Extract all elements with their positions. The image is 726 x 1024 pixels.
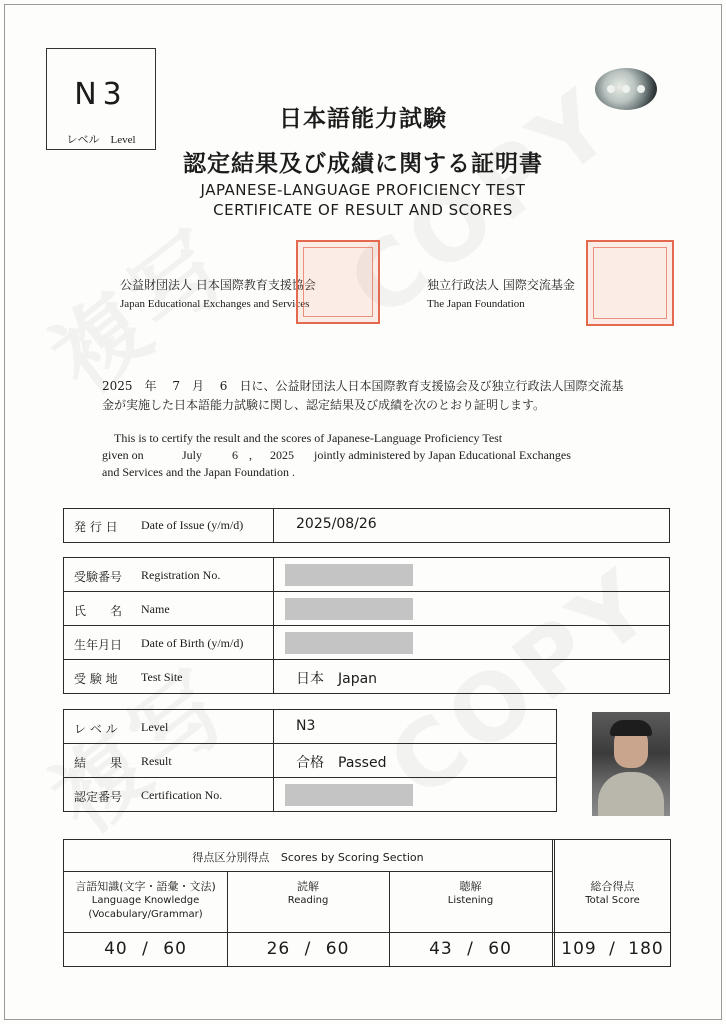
- score-listening: [389, 939, 552, 959]
- seal-stamp-icon: [296, 240, 380, 324]
- statement-given-on: given on: [102, 448, 144, 462]
- section-total-en: Total Score: [585, 895, 640, 906]
- section-language-ja: 言語知識(文字・語彙・文法): [75, 880, 216, 893]
- scores-header-en: Scores by Scoring Section: [280, 851, 424, 864]
- score-max: 60: [325, 939, 350, 959]
- certification-label-ja: 認定番号: [74, 790, 123, 804]
- photo-hair: [610, 720, 652, 736]
- statement-month: July: [182, 448, 203, 462]
- scores-header-ja: 得点区分別得点: [192, 851, 270, 864]
- score-max: 180: [628, 939, 664, 959]
- birth-label-en: Date of Birth (y/m/d): [141, 636, 244, 650]
- scores-header: [64, 849, 552, 865]
- issuer-right-en: The Japan Foundation: [427, 298, 525, 310]
- section-listening: [389, 880, 552, 908]
- seal-stamp-inner: [303, 247, 373, 317]
- registration-value-redacted: [285, 564, 413, 586]
- test-site-value: 日本 Japan: [296, 671, 378, 687]
- statement-jointly: jointly administered by Japan Educational Exchanges: [314, 448, 571, 462]
- statement-comma: ,: [249, 448, 252, 462]
- birth-label-ja: 生年月日: [74, 638, 123, 652]
- hologram-dot-icon: [637, 85, 645, 93]
- score-value: 40: [104, 939, 128, 959]
- result-value: 合格 Passed: [296, 755, 387, 771]
- test-site-label-ja: 受 験 地: [74, 672, 118, 686]
- title-en: [0, 180, 726, 220]
- score-value: 109: [561, 939, 597, 959]
- level-label-ja: レ ベ ル: [74, 722, 118, 736]
- section-total: [555, 880, 670, 908]
- issuer-right: [427, 276, 575, 310]
- title-en-line2: CERTIFICATE OF RESULT AND SCORES: [213, 201, 513, 219]
- issuer-left-en: Japan Educational Exchanges and Services: [120, 298, 310, 310]
- birth-value-redacted: [285, 632, 413, 654]
- score-reading: [227, 939, 389, 959]
- result-label-ja: 結 果: [74, 756, 123, 770]
- statement-ja-line1: 2025 年 7 月 6 日に、公益財団法人日本国際教育支援協会及び独立行政法人国際交流基: [102, 379, 624, 393]
- section-language-en2: (Vocabulary/Grammar): [88, 909, 203, 920]
- level-box-value: N3: [74, 77, 128, 112]
- statement-day: 6: [232, 448, 238, 462]
- result-label-en: Result: [141, 754, 172, 768]
- title-ja-line1: 日本語能力試験: [279, 105, 447, 132]
- title-en-line1: JAPANESE-LANGUAGE PROFICIENCY TEST: [200, 181, 526, 199]
- certification-label-en: Certification No.: [141, 788, 223, 802]
- section-language-knowledge: [64, 880, 227, 922]
- candidate-photo: [592, 712, 670, 816]
- issue-date-value: 2025/08/26: [296, 516, 377, 532]
- section-reading-en: Reading: [287, 895, 329, 906]
- section-language-en1: Language Knowledge: [91, 895, 200, 906]
- result-table: [63, 709, 557, 812]
- personal-info-table: [63, 557, 670, 694]
- statement-ja: [102, 377, 642, 415]
- seal-stamp-icon: [586, 240, 674, 326]
- issuer-left: [120, 276, 316, 310]
- statement-en-line2: [102, 447, 662, 464]
- score-value: 43: [429, 939, 453, 959]
- name-value-redacted: [285, 598, 413, 620]
- hologram-dot-icon: [622, 85, 630, 93]
- seal-stamp-inner: [593, 247, 667, 319]
- section-reading: [227, 880, 389, 908]
- issuer-right-ja: 独立行政法人 国際交流基金: [427, 278, 575, 292]
- statement-en-line1: This is to certify the result and the scores of Japanese-Language Proficiency Test: [114, 431, 503, 445]
- level-value: N3: [296, 718, 316, 734]
- registration-label-ja: 受験番号: [74, 570, 123, 584]
- scores-table: [63, 839, 671, 967]
- name-label-en: Name: [141, 602, 170, 616]
- section-listening-ja: 聴解: [459, 880, 482, 893]
- level-box-label: レベル Level: [66, 134, 136, 146]
- section-total-ja: 総合得点: [590, 880, 635, 893]
- issue-date-row: [63, 508, 670, 543]
- registration-label-en: Registration No.: [141, 568, 221, 582]
- test-site-label-en: Test Site: [141, 670, 183, 684]
- certification-value-redacted: [285, 784, 413, 806]
- statement-en: [102, 430, 662, 481]
- score-value: 26: [266, 939, 291, 959]
- score-max: 60: [488, 939, 512, 959]
- title-ja: [0, 100, 726, 178]
- statement-year: 2025: [270, 448, 294, 462]
- score-separator: /: [609, 939, 616, 959]
- issue-date-label-en: Date of Issue (y/m/d): [141, 518, 244, 532]
- score-separator: /: [142, 939, 149, 959]
- score-separator: /: [467, 939, 474, 959]
- issuer-left-ja: 公益財団法人 日本国際教育支援協会: [120, 278, 316, 292]
- statement-ja-line2: 金が実施した日本語能力試験に関し、認定結果及び成績を次のとおり証明します。: [102, 398, 546, 412]
- score-separator: /: [304, 939, 312, 959]
- section-listening-en: Listening: [447, 895, 494, 906]
- level-label-en: Level: [141, 720, 169, 734]
- photo-shirt: [598, 772, 664, 816]
- statement-en-line3: and Services and the Japan Foundation .: [102, 465, 295, 479]
- issue-date-label-ja: 発 行 日: [74, 520, 118, 534]
- name-label-ja: 氏 名: [74, 604, 123, 618]
- section-reading-ja: 読解: [297, 880, 319, 893]
- hologram-dot-icon: [607, 85, 615, 93]
- score-language-knowledge: [64, 939, 227, 959]
- score-total: [555, 939, 670, 959]
- score-max: 60: [163, 939, 187, 959]
- title-ja-line2: 認定結果及び成績に関する証明書: [183, 150, 543, 177]
